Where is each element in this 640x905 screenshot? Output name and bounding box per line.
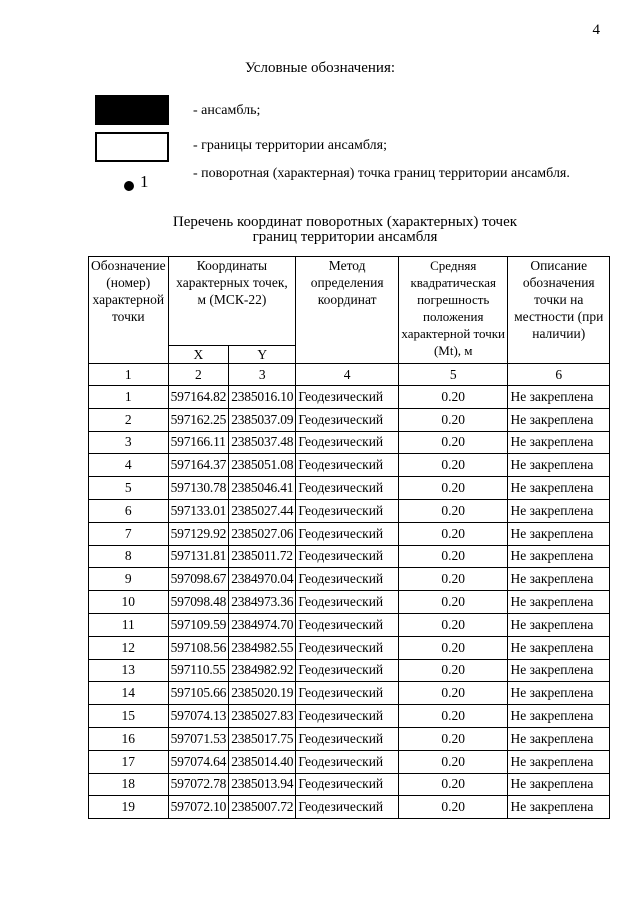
description-cell: Не закреплена xyxy=(508,545,610,568)
x-coordinate-cell: 597105.66 xyxy=(168,682,229,705)
page-number: 4 xyxy=(592,22,600,38)
legend-boundary-label: - границы территории ансамбля; xyxy=(193,138,387,153)
header-description: Описание обозначения точки на местности (при наличии) xyxy=(508,257,610,364)
table-row xyxy=(89,454,610,477)
table-row xyxy=(89,408,610,431)
header-error: Средняя квадратическая погрешность положения характерной точки (Mt), м xyxy=(398,257,508,364)
error-cell: 0.20 xyxy=(398,477,508,500)
error-cell: 0.20 xyxy=(398,591,508,614)
column-index: 1 xyxy=(89,364,169,386)
error-cell: 0.20 xyxy=(398,773,508,796)
table-row xyxy=(89,727,610,750)
table-row xyxy=(89,545,610,568)
method-cell: Геодезический xyxy=(296,431,399,454)
legend-ensemble-label: - ансамбль; xyxy=(193,103,261,118)
column-index: 6 xyxy=(508,364,610,386)
x-coordinate-cell: 597133.01 xyxy=(168,499,229,522)
table-row xyxy=(89,636,610,659)
table-row xyxy=(89,682,610,705)
error-cell: 0.20 xyxy=(398,522,508,545)
point-number-cell: 18 xyxy=(89,773,169,796)
method-cell: Геодезический xyxy=(296,454,399,477)
error-cell: 0.20 xyxy=(398,636,508,659)
error-cell: 0.20 xyxy=(398,568,508,591)
description-cell: Не закреплена xyxy=(508,431,610,454)
x-coordinate-cell: 597098.67 xyxy=(168,568,229,591)
y-coordinate-cell: 2385027.44 xyxy=(229,499,296,522)
description-cell: Не закреплена xyxy=(508,682,610,705)
table-row xyxy=(89,591,610,614)
method-cell: Геодезический xyxy=(296,682,399,705)
point-number-cell: 12 xyxy=(89,636,169,659)
point-number-cell: 10 xyxy=(89,591,169,614)
y-coordinate-cell: 2385017.75 xyxy=(229,727,296,750)
error-cell: 0.20 xyxy=(398,545,508,568)
description-cell: Не закреплена xyxy=(508,386,610,409)
description-cell: Не закреплена xyxy=(508,477,610,500)
header-method: Метод определения координат xyxy=(296,257,399,364)
method-cell: Геодезический xyxy=(296,705,399,728)
table-row xyxy=(89,522,610,545)
x-coordinate-cell: 597071.53 xyxy=(168,727,229,750)
description-cell: Не закреплена xyxy=(508,499,610,522)
point-number-cell: 13 xyxy=(89,659,169,682)
y-coordinate-cell: 2385013.94 xyxy=(229,773,296,796)
header-coordinates: Координаты характерных точек, м (МСК-22) xyxy=(168,257,296,346)
point-number-cell: 8 xyxy=(89,545,169,568)
table-row xyxy=(89,499,610,522)
point-number-cell: 6 xyxy=(89,499,169,522)
description-cell: Не закреплена xyxy=(508,773,610,796)
description-cell: Не закреплена xyxy=(508,408,610,431)
point-number-cell: 11 xyxy=(89,613,169,636)
turning-point-icon xyxy=(124,181,134,191)
y-coordinate-cell: 2385037.09 xyxy=(229,408,296,431)
y-coordinate-cell: 2385007.72 xyxy=(229,796,296,819)
x-coordinate-cell: 597108.56 xyxy=(168,636,229,659)
description-cell: Не закреплена xyxy=(508,636,610,659)
table-row xyxy=(89,613,610,636)
method-cell: Геодезический xyxy=(296,750,399,773)
x-coordinate-cell: 597072.78 xyxy=(168,773,229,796)
description-cell: Не закреплена xyxy=(508,522,610,545)
y-coordinate-cell: 2385016.10 xyxy=(229,386,296,409)
description-cell: Не закреплена xyxy=(508,591,610,614)
y-coordinate-cell: 2385014.40 xyxy=(229,750,296,773)
error-cell: 0.20 xyxy=(398,796,508,819)
description-cell: Не закреплена xyxy=(508,796,610,819)
method-cell: Геодезический xyxy=(296,499,399,522)
method-cell: Геодезический xyxy=(296,591,399,614)
table-row xyxy=(89,431,610,454)
point-number-cell: 2 xyxy=(89,408,169,431)
y-coordinate-cell: 2384970.04 xyxy=(229,568,296,591)
description-cell: Не закреплена xyxy=(508,750,610,773)
x-coordinate-cell: 597131.81 xyxy=(168,545,229,568)
description-cell: Не закреплена xyxy=(508,454,610,477)
error-cell: 0.20 xyxy=(398,408,508,431)
method-cell: Геодезический xyxy=(296,477,399,500)
description-cell: Не закреплена xyxy=(508,705,610,728)
method-cell: Геодезический xyxy=(296,727,399,750)
y-coordinate-cell: 2385046.41 xyxy=(229,477,296,500)
point-number-cell: 3 xyxy=(89,431,169,454)
method-cell: Геодезический xyxy=(296,613,399,636)
table-row xyxy=(89,659,610,682)
y-coordinate-cell: 2385011.72 xyxy=(229,545,296,568)
header-y: Y xyxy=(229,346,296,364)
x-coordinate-cell: 597109.59 xyxy=(168,613,229,636)
description-cell: Не закреплена xyxy=(508,727,610,750)
point-number-cell: 5 xyxy=(89,477,169,500)
column-index-row xyxy=(89,364,610,386)
table-row xyxy=(89,750,610,773)
column-index: 3 xyxy=(229,364,296,386)
column-index: 4 xyxy=(296,364,399,386)
point-number-cell: 7 xyxy=(89,522,169,545)
error-cell: 0.20 xyxy=(398,499,508,522)
method-cell: Геодезический xyxy=(296,796,399,819)
y-coordinate-cell: 2385027.06 xyxy=(229,522,296,545)
point-number-cell: 9 xyxy=(89,568,169,591)
header-x: X xyxy=(168,346,229,364)
x-coordinate-cell: 597162.25 xyxy=(168,408,229,431)
point-number-cell: 1 xyxy=(89,386,169,409)
method-cell: Геодезический xyxy=(296,545,399,568)
column-index: 2 xyxy=(168,364,229,386)
y-coordinate-cell: 2384974.70 xyxy=(229,613,296,636)
boundary-symbol-icon xyxy=(95,132,169,162)
y-coordinate-cell: 2385037.48 xyxy=(229,431,296,454)
point-number-cell: 19 xyxy=(89,796,169,819)
y-coordinate-cell: 2384982.55 xyxy=(229,636,296,659)
error-cell: 0.20 xyxy=(398,705,508,728)
y-coordinate-cell: 2384973.36 xyxy=(229,591,296,614)
method-cell: Геодезический xyxy=(296,659,399,682)
x-coordinate-cell: 597074.64 xyxy=(168,750,229,773)
x-coordinate-cell: 597098.48 xyxy=(168,591,229,614)
list-title xyxy=(0,215,640,245)
table-row xyxy=(89,386,610,409)
list-title-line-2: границ территории ансамбля xyxy=(252,229,438,245)
legend-title: Условные обозначения: xyxy=(244,60,396,76)
method-cell: Геодезический xyxy=(296,408,399,431)
list-title-line-1: Перечень координат поворотных (характерных) точек xyxy=(172,214,518,230)
point-number-cell: 15 xyxy=(89,705,169,728)
error-cell: 0.20 xyxy=(398,750,508,773)
y-coordinate-cell: 2385051.08 xyxy=(229,454,296,477)
point-number-cell: 4 xyxy=(89,454,169,477)
x-coordinate-cell: 597130.78 xyxy=(168,477,229,500)
coordinates-table xyxy=(88,256,610,819)
error-cell: 0.20 xyxy=(398,454,508,477)
method-cell: Геодезический xyxy=(296,636,399,659)
table-row xyxy=(89,568,610,591)
x-coordinate-cell: 597110.55 xyxy=(168,659,229,682)
method-cell: Геодезический xyxy=(296,773,399,796)
error-cell: 0.20 xyxy=(398,682,508,705)
method-cell: Геодезический xyxy=(296,568,399,591)
x-coordinate-cell: 597164.37 xyxy=(168,454,229,477)
point-number-cell: 17 xyxy=(89,750,169,773)
x-coordinate-cell: 597129.92 xyxy=(168,522,229,545)
column-index: 5 xyxy=(398,364,508,386)
error-cell: 0.20 xyxy=(398,613,508,636)
error-cell: 0.20 xyxy=(398,659,508,682)
turning-point-number: 1 xyxy=(140,172,149,191)
error-cell: 0.20 xyxy=(398,386,508,409)
error-cell: 0.20 xyxy=(398,727,508,750)
legend-turning-point-label: - поворотная (характерная) точка границ территории ансамбля. xyxy=(193,166,570,181)
x-coordinate-cell: 597072.10 xyxy=(168,796,229,819)
point-number-cell: 16 xyxy=(89,727,169,750)
table-row xyxy=(89,773,610,796)
description-cell: Не закреплена xyxy=(508,613,610,636)
description-cell: Не закреплена xyxy=(508,568,610,591)
y-coordinate-cell: 2385020.19 xyxy=(229,682,296,705)
point-number-cell: 14 xyxy=(89,682,169,705)
table-row xyxy=(89,796,610,819)
table-row xyxy=(89,705,610,728)
method-cell: Геодезический xyxy=(296,522,399,545)
description-cell: Не закреплена xyxy=(508,659,610,682)
method-cell: Геодезический xyxy=(296,386,399,409)
x-coordinate-cell: 597164.82 xyxy=(168,386,229,409)
header-number: Обозначение (номер) характерной точки xyxy=(89,257,169,364)
error-cell: 0.20 xyxy=(398,431,508,454)
x-coordinate-cell: 597166.11 xyxy=(168,431,229,454)
ensemble-symbol-icon xyxy=(95,95,169,125)
table-row xyxy=(89,477,610,500)
y-coordinate-cell: 2385027.83 xyxy=(229,705,296,728)
y-coordinate-cell: 2384982.92 xyxy=(229,659,296,682)
x-coordinate-cell: 597074.13 xyxy=(168,705,229,728)
